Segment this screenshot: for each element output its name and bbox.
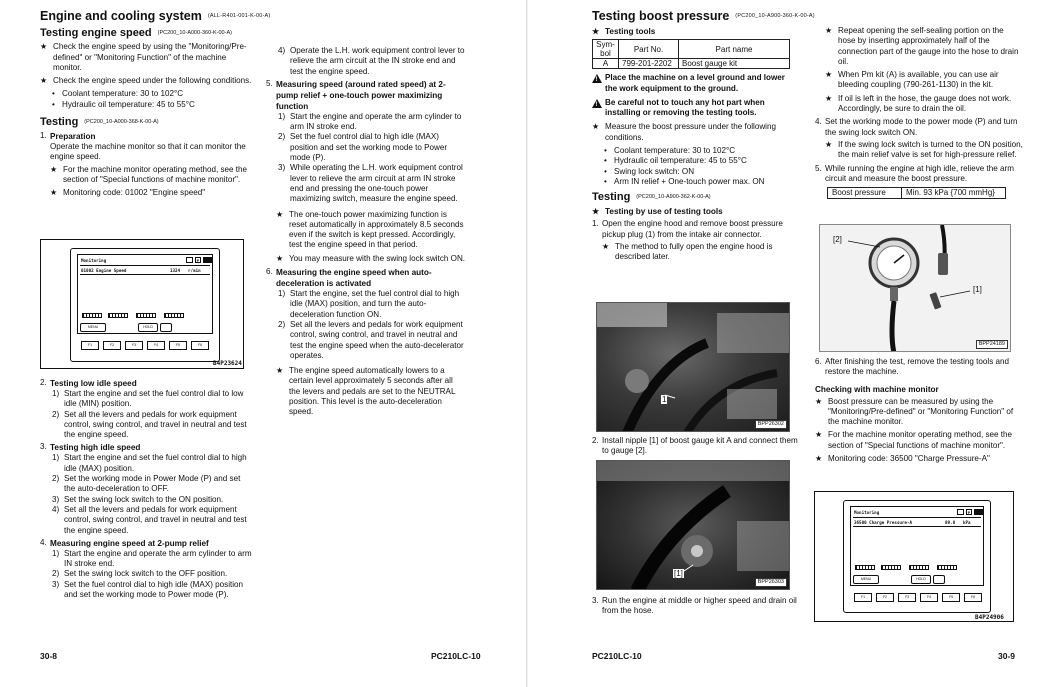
f2-key[interactable]: F2 — [876, 593, 894, 602]
right-column-1-mid — [592, 434, 798, 457]
f5-key[interactable]: F5 — [169, 341, 187, 350]
substep: 2) Set the working mode in Power Mode (P) and set the auto-deceleration to OFF. — [52, 474, 241, 494]
engine-photo-1 — [596, 302, 790, 432]
note-star: ★ Repeat opening the self-sealing portion on the hose by inserting approximately half of the connection part of the gauge into the hose to drain oil. — [825, 26, 1023, 67]
monitor-check-heading: Checking with machine monitor — [815, 384, 939, 394]
note-star: ★ For the machine monitor operating method, see the section of "Special functions of machine monitor". — [50, 165, 252, 186]
eco-icon — [203, 257, 212, 263]
note-star: ★ Check the engine speed by using the "Monitoring/Pre-defined" or "Monitoring Function" of the machine monitor. — [40, 42, 252, 73]
step-2-pump-relief: 4. Measuring engine speed at 2-pump relief — [40, 537, 209, 548]
step: 6. After finishing the test, remove the testing tools and restore the machine. — [815, 357, 1010, 377]
condition-item: • Hydraulic oil temperature: 45 to 55°C — [40, 100, 252, 110]
note-star: ★ The one-touch power maximizing function is reset automatically in approximately 8.5 seconds even if the switch is kept pressed. Accordingly, test the engine speed in that period. — [276, 210, 466, 251]
substep: 1) Start the engine, set the fuel control dial to high idle (MAX) position, and turn the auto-deceleration function ON. — [278, 289, 460, 319]
right-page — [528, 0, 1056, 687]
warning-icon — [592, 99, 602, 108]
condition-item: • Coolant temperature: 30 to 102°C — [40, 89, 252, 99]
gauge-bar — [164, 313, 184, 318]
condition-item: • Hydraulic oil temperature: 45 to 55°C — [592, 156, 798, 166]
note-star: ★ Monitoring code: 36500 "Charge Pressure-A" — [815, 454, 1023, 464]
condition-item: • Arm IN relief + One-touch power max. ON — [592, 177, 798, 187]
step: 2. Install nipple [1] of boost gauge kit A and connect them to gauge [2]. — [592, 436, 798, 456]
note-star: ★ If oil is left in the hose, the gauge does not work. Accordingly, be sure to drain the oil. — [825, 94, 1023, 115]
step-rated-speed: 5. Measuring speed (around rated speed) at 2-pump relief + one-touch power maximizing function — [266, 78, 446, 111]
substep: 1) Start the engine and operate the arm cylinder to arm IN stroke end. — [278, 111, 462, 132]
substep-list — [40, 389, 252, 440]
monitor-row-value: 89.0 — [945, 520, 956, 525]
lock-icon — [186, 257, 193, 263]
substep: 3) Set the swing lock switch to the ON position. — [52, 494, 224, 504]
section-title-engine-speed: Testing engine speed (PC200_10-A000-360-K-00-A) — [40, 27, 232, 40]
step-low-idle: 2. Testing low idle speed — [40, 378, 137, 388]
monitor-screen — [850, 506, 984, 586]
mode-p-icon: P — [196, 258, 200, 263]
condition-item: • Swing lock switch: ON — [592, 167, 798, 177]
substep: 3) While operating the L.H. work equipment control lever to relieve the arm circuit at arm IN stroke end and pressing the one-touch power maximizing switch, measure the engine speed. — [278, 163, 463, 204]
substep: 3) Set the fuel control dial to high idle (MAX) position and set the working mode to Power mode (P). — [52, 579, 244, 600]
gauge-bar — [136, 313, 156, 318]
f5-key[interactable]: F5 — [942, 593, 960, 602]
table-row — [828, 188, 1006, 199]
testing-tools-heading: ★ Testing by use of testing tools — [592, 207, 723, 217]
f4-key[interactable]: F4 — [920, 593, 938, 602]
note-star: ★ You may measure with the swing lock switch ON. — [276, 254, 466, 264]
condition-item: • Coolant temperature: 30 to 102°C — [592, 146, 798, 156]
machine-monitor — [70, 248, 220, 362]
photo-code: BPP24189 — [976, 340, 1008, 349]
warning-icon — [592, 74, 602, 83]
monitor-row-unit: kPa — [963, 520, 971, 525]
table-row: A 799-201-2202 Boost gauge kit — [593, 59, 790, 69]
section-title-testing: Testing (PC200_10-A900-362-K-00-A) — [592, 191, 711, 204]
f1-key[interactable]: F1 — [854, 593, 872, 602]
table-header: Part No. — [619, 40, 679, 59]
section-title-testing: Testing (PC200_10-A000-368-K-00-A) — [40, 116, 159, 129]
f6-key[interactable]: F6 — [191, 341, 209, 350]
callout-label: [2] — [833, 235, 842, 244]
f3-key[interactable]: F3 — [898, 593, 916, 602]
spec-table — [827, 187, 1006, 199]
gauge-bar — [937, 565, 957, 570]
engine-photo-1-drawing — [597, 303, 790, 432]
substep-list — [266, 112, 466, 205]
table-header: Part name — [679, 40, 790, 59]
monitor-figure — [814, 491, 1014, 622]
machine-monitor — [843, 500, 991, 613]
monitor-row-value: 1324 — [170, 268, 181, 273]
spec-value: Min. 93 kPa {700 mmHg} — [902, 188, 1006, 199]
f6-key[interactable]: F6 — [964, 593, 982, 602]
substep: 2) Set the swing lock switch to the OFF position. — [52, 569, 228, 579]
substep-list — [40, 549, 252, 600]
note-star: ★ When Pm kit (A) is available, you can use air bleeding coupling (790-261-1130) in the kit. — [825, 70, 1023, 91]
note-star: ★ Boost pressure can be measured by using the "Monitoring/Pre-defined" or "Monitoring Function" of the machine monitor. — [815, 397, 1023, 428]
screen-icon — [160, 323, 172, 332]
left-column-1 — [40, 9, 271, 202]
warning-hot-parts: ! Be careful not to touch any hot part when installing or removing the testing tools. — [592, 98, 798, 119]
note-star: ★ The engine speed automatically lowers to a certain level approximately 5 seconds after all the levers and pedals are set to the NEUTRAL position. This level is the auto-deceleration speed. — [276, 366, 466, 417]
gauge-bar — [82, 313, 102, 318]
model-name: PC210LC-10 — [592, 651, 642, 661]
f1-key[interactable]: F1 — [81, 341, 99, 350]
step-preparation: 1. Preparation Operate the machine monitor so that it can monitor the engine speed. — [40, 131, 246, 162]
monitor-row-label: 01002 Engine Speed — [81, 268, 127, 273]
callout-label: 1 — [662, 395, 667, 404]
screen-icon — [933, 575, 945, 584]
right-column-2 — [815, 26, 1023, 199]
boost-gauge-photo — [819, 224, 1011, 352]
monitor-row-unit: r/min — [188, 268, 201, 273]
f2-key[interactable]: F2 — [103, 341, 121, 350]
gauge-bar — [881, 565, 901, 570]
hold-button[interactable]: HOLD — [138, 323, 158, 332]
step: 3. Run the engine at middle or higher speed and drain oil from the hose. — [592, 596, 797, 616]
menu-button[interactable]: MENU — [853, 575, 879, 584]
substep: 2) Set all the levers and pedals for work equipment control, swing control, and travel in neutral and test the engine speed. — [52, 409, 247, 440]
substep: 2) Set all the levers and pedals for work equipment control, swing control, and travel in neutral and test the engine speed when the auto-decelerator operates. — [278, 319, 464, 360]
step: 4. Set the working mode to the power mode (P) and turn the swing lock switch ON. — [815, 117, 1018, 137]
f4-key[interactable]: F4 — [147, 341, 165, 350]
substep: 4) Set all the levers and pedals for work equipment control, swing control, and travel in neutral and test the engine speed. — [52, 504, 247, 535]
tools-table — [592, 39, 790, 69]
lock-icon — [957, 509, 964, 515]
monitor-screen — [77, 254, 213, 334]
substep-list — [40, 453, 252, 535]
figure-code: B4P23624 — [213, 360, 242, 367]
left-column-2 — [266, 46, 466, 421]
substep: 1) Start the engine and set the fuel control dial to high idle (MAX) position. — [52, 453, 247, 473]
page-number: 30-9 — [998, 651, 1016, 661]
gauge-bar — [909, 565, 929, 570]
step-auto-decel: 6. Measuring the engine speed when auto-deceleration is activated — [266, 267, 432, 289]
callout-label: [1] — [674, 569, 683, 578]
note-star: ★ If the swing lock switch is turned to the ON position, the main relief valve is set for high-pressure relief. — [825, 140, 1023, 161]
warning-level-ground: ! Place the machine on a level ground and lower the work equipment to the ground. — [592, 73, 798, 94]
substep: 2) Set the fuel control dial to high idle (MAX) position and set the working mode to Power mode (P). — [278, 132, 448, 163]
right-column-1-bottom — [592, 594, 798, 617]
step-high-idle: 3. Testing high idle speed — [40, 442, 141, 453]
right-column-1 — [592, 9, 815, 265]
monitor-row-label: 36500 Charge Pressure-A — [854, 520, 912, 525]
f3-key[interactable]: F3 — [125, 341, 143, 350]
monitor-header: Monitoring — [81, 258, 107, 263]
photo-code: BPP26302 — [755, 420, 787, 429]
right-column-2-lower — [815, 357, 1023, 467]
table-header: Sym-bol — [593, 40, 619, 59]
tools-heading: ★ Testing tools — [592, 27, 656, 37]
model-name: PC210LC-10 — [431, 651, 481, 661]
photo-code: BPP26303 — [755, 578, 787, 587]
note-star: ★ Check the engine speed under the following conditions. — [40, 76, 252, 86]
mode-p-icon: P — [967, 510, 971, 515]
engine-photo-2-drawing — [597, 461, 790, 590]
eco-icon — [974, 509, 983, 515]
substep: 4) Operate the L.H. work equipment control lever to relieve the arm circuit at the IN stroke end and test the engine speed. — [278, 46, 465, 76]
callout-label: [1] — [973, 285, 982, 294]
chapter-title: Engine and cooling system (ALL-R401-001-K-00-A) — [40, 9, 271, 23]
monitor-figure — [40, 239, 244, 369]
substep: 1) Start the engine and set the fuel control dial to low idle (MIN) position. — [52, 389, 244, 409]
substep: 1) Start the engine and operate the arm cylinder to arm IN stroke end. — [52, 548, 252, 569]
note-star: ★ For the machine monitor operating method, see the section of "Special functions of machine monitor". — [815, 430, 1023, 451]
step: 1. Open the engine hood and remove boost pressure pickup plug (1) from the intake air connector. — [592, 219, 783, 239]
page-number: 30-8 — [40, 651, 58, 661]
gauge-bar — [855, 565, 875, 570]
left-column-1-lower — [40, 376, 252, 600]
monitor-header: Monitoring — [854, 510, 880, 515]
substep-list — [266, 46, 466, 77]
hold-button[interactable]: HOLD — [911, 575, 931, 584]
spec-label: Boost pressure — [828, 188, 902, 199]
menu-button[interactable]: MENU — [80, 323, 106, 332]
engine-photo-2 — [596, 460, 790, 590]
section-title-boost: Testing boost pressure (PC200_10-A900-360-K-00-A) — [592, 9, 815, 23]
note-star: ★ The method to fully open the engine hood is described later. — [602, 242, 798, 263]
figure-code: B4P24906 — [975, 614, 1004, 621]
note-star: ★ Monitoring code: 01002 "Engine speed" — [50, 188, 252, 198]
substep-list — [266, 289, 466, 361]
step: 5. While running the engine at high idle, relieve the arm circuit and measure the boost pressure. — [815, 163, 1014, 183]
note-star: ★ Measure the boost pressure under the following conditions. — [592, 122, 798, 143]
gauge-bar — [108, 313, 128, 318]
